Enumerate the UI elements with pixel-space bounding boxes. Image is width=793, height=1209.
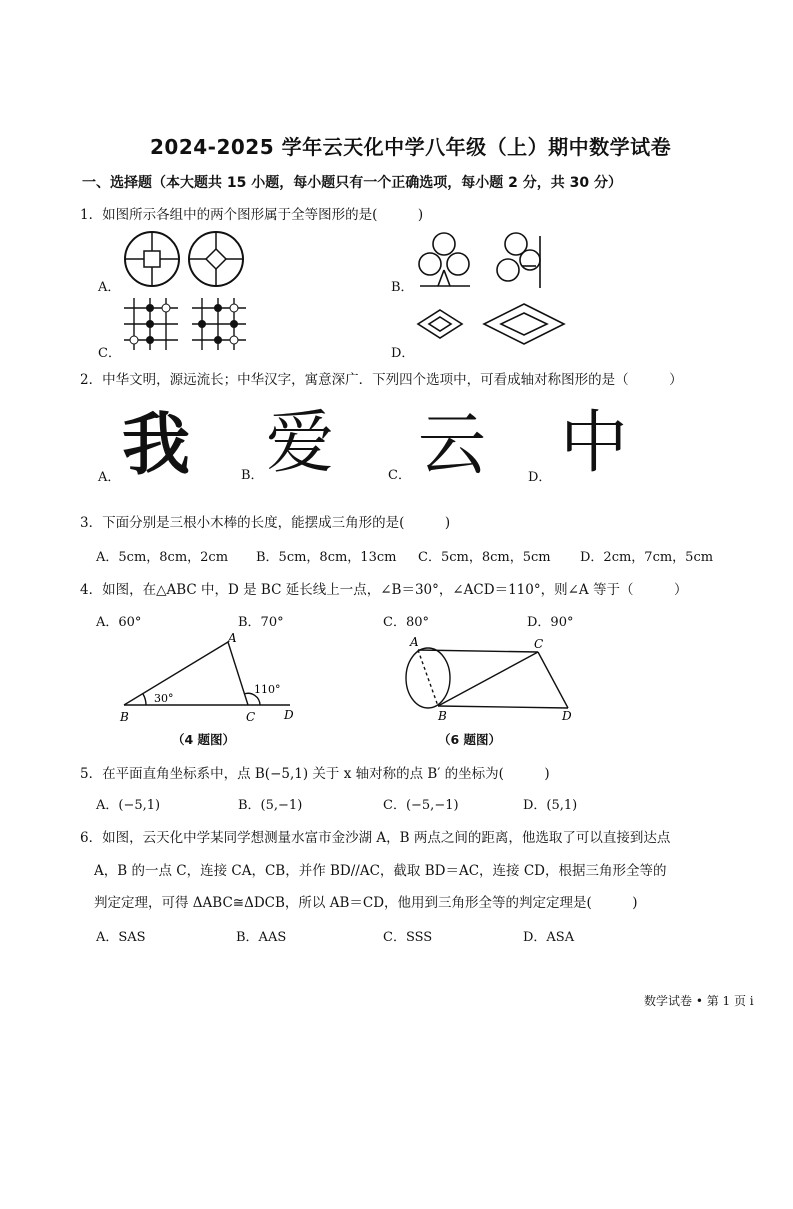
q3-option-a: A．5cm，8cm，2cm — [96, 550, 229, 565]
fig4-angle-c: 110° — [254, 683, 281, 696]
fig4-caption: （4 题图） — [172, 732, 236, 747]
q5-option-d: D．(5,1) — [523, 798, 578, 813]
fig4-label-a: A — [228, 631, 237, 645]
q4-option-a: A．60° — [96, 615, 142, 630]
q1-label-a: A． — [98, 280, 121, 295]
q5-option-b: B．(5,−1) — [238, 798, 303, 813]
page-footer: 数学试卷 • 第 1 页 ⅰ — [644, 994, 754, 1008]
figure-q4-triangle — [110, 630, 310, 725]
figure-q6-lake — [398, 630, 583, 725]
question-1-stem: 1．如图所示各组中的两个图形属于全等图形的是( ) — [80, 207, 424, 223]
fig6-label-b: B — [438, 709, 447, 723]
q5-option-c: C．(−5,−1) — [383, 798, 459, 813]
fig4-angle-b: 30° — [154, 692, 174, 705]
q1-figure-d — [414, 300, 574, 348]
q6-option-d: D．ASA — [523, 930, 575, 945]
fig6-label-a: A — [410, 635, 419, 649]
q1-label-c: C． — [98, 346, 121, 361]
q3-option-d: D．2cm，7cm，5cm — [580, 550, 714, 565]
q6-option-c: C．SSS — [383, 930, 433, 945]
fig4-label-c: C — [246, 710, 256, 724]
q2-char-a: 我 — [122, 406, 191, 485]
question-4-stem: 4．如图，在△ABC 中，D 是 BC 延长线上一点，∠B＝30°，∠ACD＝110°，则∠A 等于（ ） — [80, 582, 688, 598]
q2-char-c: 云 — [418, 406, 487, 485]
q6-option-a: A．SAS — [96, 930, 146, 945]
fig6-caption: （6 题图） — [438, 732, 502, 747]
q2-char-d: 中 — [560, 404, 629, 483]
question-6-line-2: A，B 的一点 C，连接 CA，CB，并作 BD//AC，截取 BD＝AC，连接 CD，根据三角形全等的 — [94, 863, 667, 879]
q6-option-b: B．AAS — [236, 930, 287, 945]
q5-option-a: A．(−5,1) — [96, 798, 161, 813]
fig6-label-c: C — [534, 637, 544, 651]
q2-label-d: D． — [528, 470, 552, 485]
q1-figure-b — [412, 230, 552, 292]
q1-label-b: B． — [391, 280, 414, 295]
fig4-label-b: B — [120, 710, 129, 724]
q3-option-b: B．5cm，8cm，13cm — [256, 550, 397, 565]
question-5-stem: 5．在平面直角坐标系中，点 B(−5,1) 关于 x 轴对称的点 B′ 的坐标为( ) — [80, 766, 550, 782]
q4-option-d: D．90° — [527, 615, 574, 630]
q1-figure-c — [120, 294, 255, 354]
q2-label-a: A． — [98, 470, 121, 485]
section-heading: 一、选择题（本大题共 15 小题，每小题只有一个正确选项，每小题 2 分，共 30 分） — [82, 175, 622, 191]
question-2-stem: 2．中华文明，源远流长；中华汉字，寓意深广．下列四个选项中，可看成轴对称图形的是（ ） — [80, 372, 683, 388]
question-6-line-1: 6．如图，云天化中学某同学想测量水富市金沙湖 A，B 两点之间的距离，他选取了可以直接到达点 — [80, 830, 671, 846]
q4-option-b: B．70° — [238, 615, 284, 630]
page-title: 2024-2025 学年云天化中学八年级（上）期中数学试卷 — [150, 135, 672, 159]
q1-label-d: D． — [391, 346, 415, 361]
fig6-label-d: D — [562, 709, 572, 723]
q2-label-b: B． — [241, 468, 264, 483]
q3-option-c: C．5cm，8cm，5cm — [418, 550, 551, 565]
q2-label-c: C． — [388, 468, 411, 483]
q4-option-c: C．80° — [383, 615, 429, 630]
question-3-stem: 3．下面分别是三根小木棒的长度，能摆成三角形的是( ) — [80, 515, 451, 531]
q2-char-b: 爱 — [266, 404, 335, 483]
question-6-line-3: 判定定理，可得 ΔABC≅ΔDCB，所以 AB＝CD，他用到三角形全等的判定定理是( ) — [94, 895, 638, 911]
fig4-label-d: D — [284, 708, 294, 722]
q1-figure-a — [122, 230, 262, 290]
